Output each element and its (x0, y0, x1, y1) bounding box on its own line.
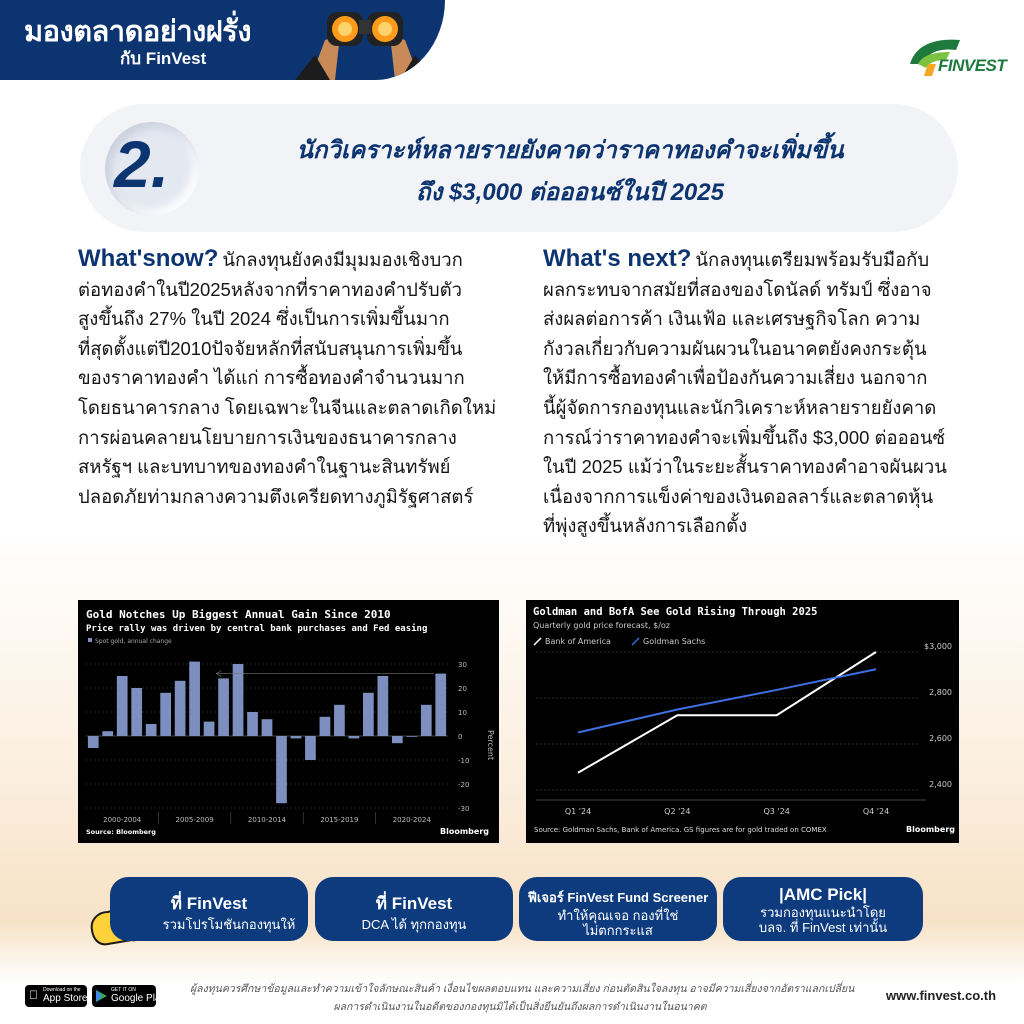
text-line: ที่สุดตั้งแต่ปี2010ปัจจัยหลักที่สนับสนุนการเพิ่มขึ้น (78, 337, 463, 359)
bar (406, 736, 417, 737)
bar (291, 736, 302, 738)
bar (160, 693, 171, 736)
text-line: การผ่อนคลายนโยบายการเงินของธนาคารกลาง (78, 426, 457, 448)
text-line: ส่งผลต่อการค้า เงินเฟ้อ และเศรษฐกิจโลก ความ (543, 308, 921, 330)
x-tick-label: Q4 '24 (862, 807, 890, 816)
cta-fund-screener-button[interactable] (519, 877, 717, 941)
bar (334, 705, 345, 736)
cta-desc: รวมกองทุนแนะนำโดย (760, 905, 886, 920)
google-play-label: Google Play (111, 993, 166, 1004)
bar (435, 674, 446, 736)
legend-line (632, 638, 639, 645)
bar (117, 676, 128, 736)
cta-desc: บลจ. ที่ FinVest เท่านั้น (758, 920, 888, 935)
bar (189, 662, 200, 736)
bar (392, 736, 403, 743)
play-icon (96, 990, 107, 1002)
cta-dca-button[interactable] (315, 877, 513, 941)
apple-icon (29, 988, 38, 1002)
x-group-label: 2020-2024 (392, 816, 431, 824)
legend-line (534, 638, 541, 645)
y-tick-label: 30 (458, 661, 467, 669)
y-tick-label: 0 (458, 733, 463, 741)
series-line (578, 669, 876, 732)
header-banner (0, 0, 445, 80)
bar (262, 719, 273, 736)
bar (276, 736, 287, 803)
y-tick-label: 10 (458, 709, 467, 717)
bar (377, 676, 388, 736)
x-tick-label: Q2 '24 (664, 807, 691, 816)
chart-source: Source: Bloomberg (86, 828, 156, 836)
gold-forecast-chart (526, 600, 959, 843)
text-line: เนื่องจากการแข็งค่าของเงินดอลลาร์และตลาดหุ้น (543, 485, 934, 507)
chart-title: Gold Notches Up Biggest Annual Gain Since 2010 (86, 608, 391, 621)
x-group-label: 2000-2004 (103, 816, 142, 824)
text-line: สหรัฐฯ และบทบาทของทองคำในฐานะสินทรัพย์ (78, 456, 451, 478)
whats-next-lead: What's next? (543, 245, 692, 272)
headline-line-2: ถึง $3,000 ต่อออนซ์ในปี 2025 (416, 179, 724, 206)
chart-subtitle: Quarterly gold price forecast, $/oz (533, 621, 670, 630)
bar (247, 712, 258, 736)
bar (363, 693, 374, 736)
bar (204, 722, 215, 736)
y-tick-label: -30 (458, 805, 470, 813)
bar (349, 736, 360, 738)
line-chart-svg (526, 600, 959, 843)
bar (233, 664, 244, 736)
bar (421, 705, 432, 736)
x-tick-label: Q3 '24 (763, 807, 790, 816)
headline-line-1: นักวิเคราะห์หลายรายยังคาดว่าราคาทองคำจะเพิ่มขึ้น (296, 137, 844, 164)
text-line: นี้ผู้จัดการกองทุนและนักวิเคราะห์หลายรายยังคาด (543, 396, 937, 418)
bar (131, 688, 142, 736)
whats-now-lead: What'snow? (78, 245, 219, 272)
google-play-badge[interactable] (92, 985, 166, 1007)
app-store-label: App Store (43, 993, 88, 1004)
bar (88, 736, 99, 748)
y-tick-label: -20 (458, 781, 470, 789)
legend-swatch (88, 638, 92, 642)
header-subtitle: กับ FinVest (120, 49, 207, 68)
y-tick-label: 2,800 (929, 688, 952, 697)
cta-title: |AMC Pick| (779, 885, 867, 904)
legend-label: Goldman Sachs (643, 637, 706, 646)
whats-next-column (543, 244, 973, 541)
x-group-label: 2015-2019 (320, 816, 359, 824)
app-store-badge[interactable] (25, 985, 87, 1007)
y-tick-label: 2,400 (929, 780, 952, 789)
bar (218, 678, 229, 736)
legend-label: Bank of America (545, 637, 611, 646)
text-line: สูงขึ้นถึง 27% ในปี 2024 ซึ่งเป็นการเพิ่มขึ้นมาก (78, 308, 450, 330)
bar (102, 731, 113, 736)
text-line: โดยธนาคารกลาง โดยเฉพาะในจีนและตลาดเกิดใหม่ (78, 396, 497, 418)
bar (175, 681, 186, 736)
y-tick-label: -10 (458, 757, 470, 765)
logo-text: FINVEST (938, 56, 1007, 75)
bar (146, 724, 157, 736)
chart-legend: Spot gold, annual change (95, 638, 172, 645)
disclaimer-line-2: ผลการดำเนินงานในอดีตของกองทุนมิได้เป็นสิ่งยืนยันถึงผลการดำเนินงานในอนาคต (333, 1001, 707, 1013)
bar (305, 736, 316, 760)
google-play-small-label: GET IT ON (111, 987, 136, 993)
chart-title: Goldman and BofA See Gold Rising Through 2025 (533, 606, 818, 618)
text-line: ของราคาทองคำ ได้แก่ การซื้อทองคำจำนวนมาก (78, 367, 465, 389)
x-group-label: 2010-2014 (247, 816, 287, 824)
text-line: นักลงทุนเตรียมพร้อมรับมือกับ (695, 249, 930, 270)
cta-promotion-button[interactable] (110, 877, 308, 941)
binoculars-icon (285, 0, 445, 80)
disclaimer-line-1: ผู้ลงทุนควรศึกษาข้อมูลและทำความเข้าใจลักษณะสินค้า เงื่อนไขผลตอบแทน และความเสี่ยง ก่อนตัดสินใจลงทุน อาจมีความเสี่ยงจากอัตราแลกเปลี่ยน (190, 983, 855, 995)
text-line: การณ์ว่าราคาทองคำจะเพิ่มขึ้นถึง $3,000 ต่อออนซ์ (543, 426, 946, 448)
x-tick-label: Q1 '24 (564, 807, 592, 816)
bar (320, 717, 331, 736)
x-group-label: 2005-2009 (175, 816, 214, 824)
cta-desc: DCA ได้ ทุกกองทุน (361, 917, 467, 932)
chart-brand: Bloomberg (906, 825, 955, 834)
website-link[interactable]: www.finvest.co.th (886, 988, 997, 1003)
y-tick-label: $3,000 (924, 642, 952, 651)
whats-now-column (78, 244, 516, 511)
chart-source: Source: Goldman Sachs, Bank of America. GS figures are for gold traded on COMEX (534, 826, 827, 834)
y-tick-label: 20 (458, 685, 467, 693)
cta-title: ที่ FinVest (375, 894, 453, 913)
text-line: ต่อทองคำในปี2025หลังจากที่ราคาทองคำปรับตัว (78, 278, 463, 300)
text-line: กังวลเกี่ยวกับความผันผวนในอนาคตยังคงกระตุ้น (543, 337, 927, 359)
cta-desc: ไม่ตกกระแส (583, 923, 653, 938)
series-line (578, 652, 876, 773)
text-line: นักลงทุนยังคงมีมุมมองเชิงบวก (222, 249, 463, 270)
cta-desc: รวมโปรโมชันกองทุนให้ (162, 917, 296, 932)
cta-title: ที่ FinVest (170, 894, 248, 913)
bar-chart-svg (78, 600, 499, 843)
text-line: ให้มีการซื้อทองคำเพื่อป้องกันความเสี่ยง นอกจาก (543, 367, 928, 389)
text-line: ปลอดภัยท่ามกลางความตึงเครียดทางภูมิรัฐศาสตร์ (78, 485, 474, 507)
y-tick-label: 2,600 (929, 734, 952, 743)
text-line: ผลกระทบจากสมัยที่สองของโดนัลด์ ทรัมป์ ซึ่งอาจ (543, 278, 932, 300)
cta-desc: ทำให้คุณเจอ กองที่ใช่ (557, 908, 679, 923)
headline-number: 2. (114, 127, 170, 201)
gold-annual-change-chart (78, 600, 499, 843)
app-store-small-label: Download on the (43, 987, 81, 993)
chart-brand: Bloomberg (440, 827, 489, 836)
cta-amc-pick-button[interactable] (723, 877, 923, 941)
cta-title: ฟีเจอร์ FinVest Fund Screener (527, 890, 709, 905)
y-axis-label: Percent (486, 730, 495, 761)
text-line: ที่พุ่งสูงขึ้นหลังการเลือกตั้ง (543, 515, 748, 537)
chart-subtitle: Price rally was driven by central bank purchases and Fed easing (86, 624, 428, 634)
header-title: มองตลาดอย่างฝรั่ง (24, 16, 251, 48)
text-line: ในปี 2025 แม้ว่าในระยะสั้นราคาทองคำอาจผันผวน (543, 456, 947, 478)
